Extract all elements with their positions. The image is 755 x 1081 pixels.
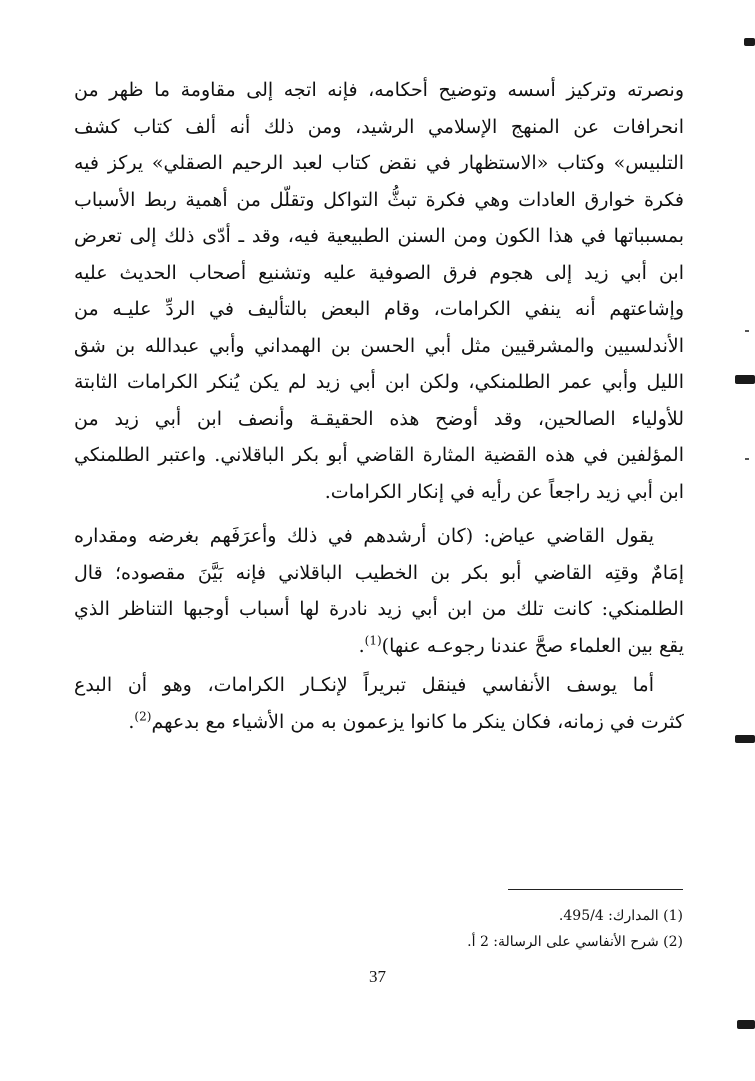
footnote-reference: (1)	[364, 633, 382, 648]
text-line: وإشاعتهم أنه ينفي الكرامات، وقام البعض بالتأليف في الردِّ عليـه من	[74, 298, 684, 320]
scan-edge-mark	[735, 375, 755, 384]
text-line	[74, 628, 684, 665]
paragraph-anfasi	[74, 667, 684, 740]
text-line: ونصرته وتركيز أسسه وتوضيح أحكامه، فإنه اتجه إلى مقاومة ما ظهر من	[74, 79, 684, 101]
paragraph-qadi-iyad-quote	[74, 518, 684, 664]
line-text: كثرت في زمانه، فكان ينكر ما كانوا يزعمون به من الأشياء مع بدعهم	[151, 710, 684, 733]
footnote-separator	[508, 889, 683, 890]
text-line: للأولياء الصالحين، وقد أوضح هذه الحقيقـة وأنصف ابن أبي زيد من	[74, 407, 684, 430]
page-number: 37	[369, 967, 386, 986]
line-end-punctuation: .	[358, 634, 365, 657]
text-line: بمسبباتها في هذا الكون ومن السنن الطبيعية فيه، وقد ـ أدّى ذلك إلى تعرض	[74, 225, 684, 247]
text-line: الليل وأبي عمر الطلمنكي، ولكن ابن أبي زيد لم يكن يُنكر الكرامات الثابتة	[74, 371, 684, 393]
scan-edge-mark	[737, 1020, 755, 1029]
footnote-2: (2) شرح الأنفاسي على الرسالة: 2 أ.	[467, 934, 683, 950]
text-line: يقول القاضي عياض: (كان أرشدهم في ذلك وأعرَفَهم بغرضه ومقداره	[74, 525, 654, 547]
line-text: يقع بين العلماء صحَّ عندنا رجوعـه عنها)	[381, 634, 684, 657]
text-line: إمَامٌ وقتِه القاضي أبو بكر بن الخطيب الباقلاني فإنه بَيَّنَ مقصوده؛ قال	[74, 561, 684, 584]
footnotes	[380, 903, 683, 955]
scan-edge-tick	[745, 330, 749, 332]
scan-edge-mark	[735, 735, 755, 743]
scan-edge-tick	[745, 458, 749, 460]
text-line: أما يوسف الأنفاسي فينقل تبريراً لإنكـار الكرامات، وهو أن البدع	[74, 674, 654, 696]
text-line: فكرة خوارق العادات وهي فكرة تبثُّ التواكل وتقلّل من أهمية ربط الأسباب	[74, 188, 684, 211]
text-line: التلبيس» وكتاب «الاستظهار في نقض كتاب لعبد الرحيم الصقلي» يركز فيه	[74, 152, 684, 174]
paragraph-continuation	[74, 72, 684, 510]
text-line: ابن أبي زيد راجعاً عن رأيه في إنكار الكرامات.	[324, 480, 684, 503]
text-line: الطلمنكي: كانت تلك من ابن أبي زيد نادرة لها أسباب أوجبها التناظر الذي	[74, 598, 684, 620]
text-line: الأندلسيين والمشرقيين مثل أبي الحسن بن الهمداني وأبي عبدالله بن شق	[74, 334, 684, 357]
footnote-1: (1) المدارك: 495/4.	[558, 908, 683, 924]
text-line: ابن أبي زيد إلى هجوم فرق الصوفية عليه وتشنيع أصحاب الحديث عليه	[74, 261, 684, 284]
text-line: المؤلفين في هذه القضية المثارة القاضي أبو بكر الباقلاني. واعتبر الطلمنكي	[74, 444, 684, 466]
footnote-reference: (2)	[134, 709, 152, 724]
line-end-punctuation: .	[128, 710, 135, 733]
text-line	[74, 704, 684, 741]
text-line: انحرافات عن المنهج الإسلامي الرشيد، ومن ذلك أنه ألف كتاب كشف	[74, 115, 684, 138]
scan-edge-mark	[744, 38, 755, 46]
